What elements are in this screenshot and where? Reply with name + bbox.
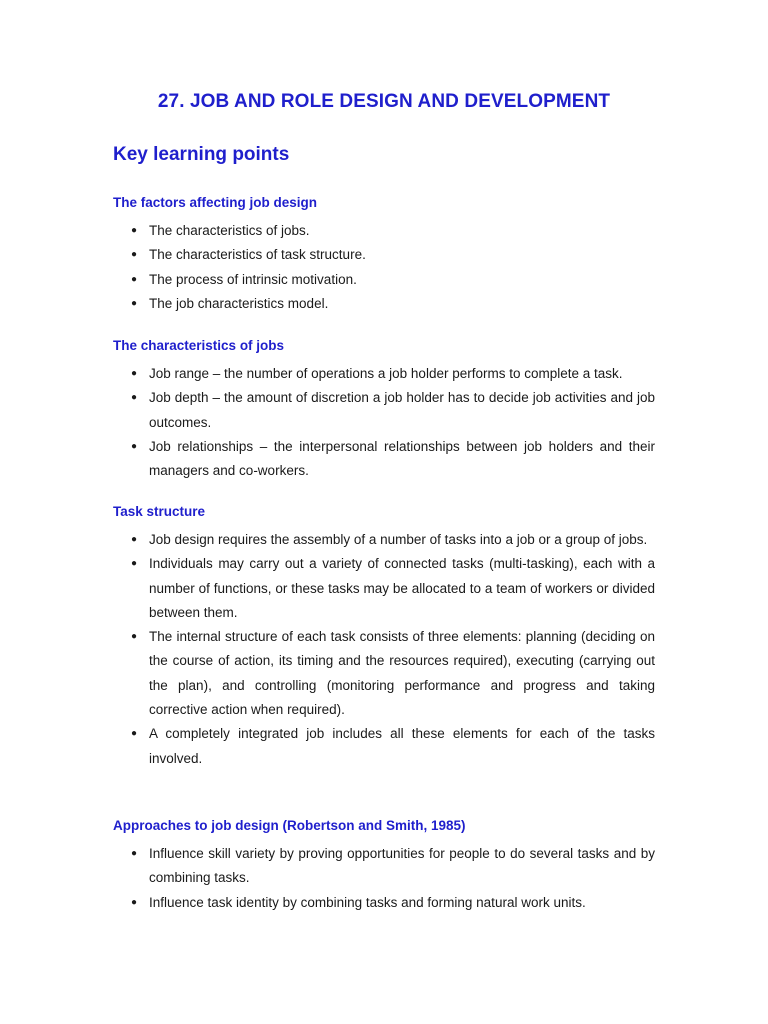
- bullet-list-factors: [131, 219, 655, 316]
- list-item: ● The characteristics of jobs.: [131, 219, 655, 243]
- section-heading-task-structure: Task structure: [113, 504, 206, 519]
- list-item: ● The job characteristics model.: [131, 292, 655, 316]
- list-item: ● Job relationships – the interpersonal relationships between job holders and their managers and co-workers.: [131, 435, 655, 484]
- bullet-icon: ●: [131, 368, 138, 379]
- document-title: 27. JOB AND ROLE DESIGN AND DEVELOPMENT: [157, 91, 611, 112]
- section-heading-characteristics: The characteristics of jobs: [113, 338, 285, 353]
- list-item: ● Job depth – the amount of discretion a job holder has to decide job activities and job outcomes.: [131, 386, 655, 435]
- bullet-list-characteristics: [131, 362, 655, 483]
- bullet-icon: ●: [131, 896, 138, 908]
- list-item: ● The process of intrinsic motivation.: [131, 268, 655, 292]
- bullet-icon: ●: [131, 558, 138, 570]
- bullet-icon: ●: [131, 392, 138, 404]
- bullet-icon: ●: [131, 225, 138, 236]
- list-item: ● Job range – the number of operations a job holder performs to complete a task.: [131, 362, 655, 386]
- bullet-icon: ●: [131, 631, 138, 643]
- bullet-list-approaches: [131, 842, 655, 915]
- list-item: ● Individuals may carry out a variety of connected tasks (multi-tasking), each with a number of functions, or these tasks may be allocated to a team of workers or divided between them.: [131, 552, 655, 625]
- bullet-icon: ●: [131, 848, 138, 859]
- list-item: ● Influence task identity by combining tasks and forming natural work units.: [131, 891, 655, 915]
- section-heading-factors: The factors affecting job design: [113, 195, 318, 210]
- section-heading-approaches: Approaches to job design (Robertson and Smith, 1985): [113, 818, 466, 833]
- bullet-icon: ●: [131, 297, 138, 309]
- bullet-list-task-structure: [131, 528, 655, 771]
- list-item: ● The characteristics of task structure.: [131, 243, 655, 267]
- list-item: ● The internal structure of each task consists of three elements: planning (deciding on the course of action, its timing and the resources required), executing (carrying out the plan), and controlling (monitoring performance and progress and taking corrective action when required).: [131, 625, 655, 722]
- bullet-icon: ●: [131, 273, 138, 285]
- list-item: ● Job design requires the assembly of a number of tasks into a job or a group of jobs.: [131, 528, 655, 552]
- bullet-icon: ●: [131, 440, 138, 452]
- list-item: ● A completely integrated job includes all these elements for each of the tasks involved.: [131, 722, 655, 771]
- list-item: ● Influence skill variety by proving opportunities for people to do several tasks and by combining tasks.: [131, 842, 655, 891]
- bullet-icon: ●: [131, 534, 138, 545]
- bullet-icon: ●: [131, 249, 138, 261]
- bullet-icon: ●: [131, 728, 138, 740]
- key-learning-heading: Key learning points: [113, 144, 290, 165]
